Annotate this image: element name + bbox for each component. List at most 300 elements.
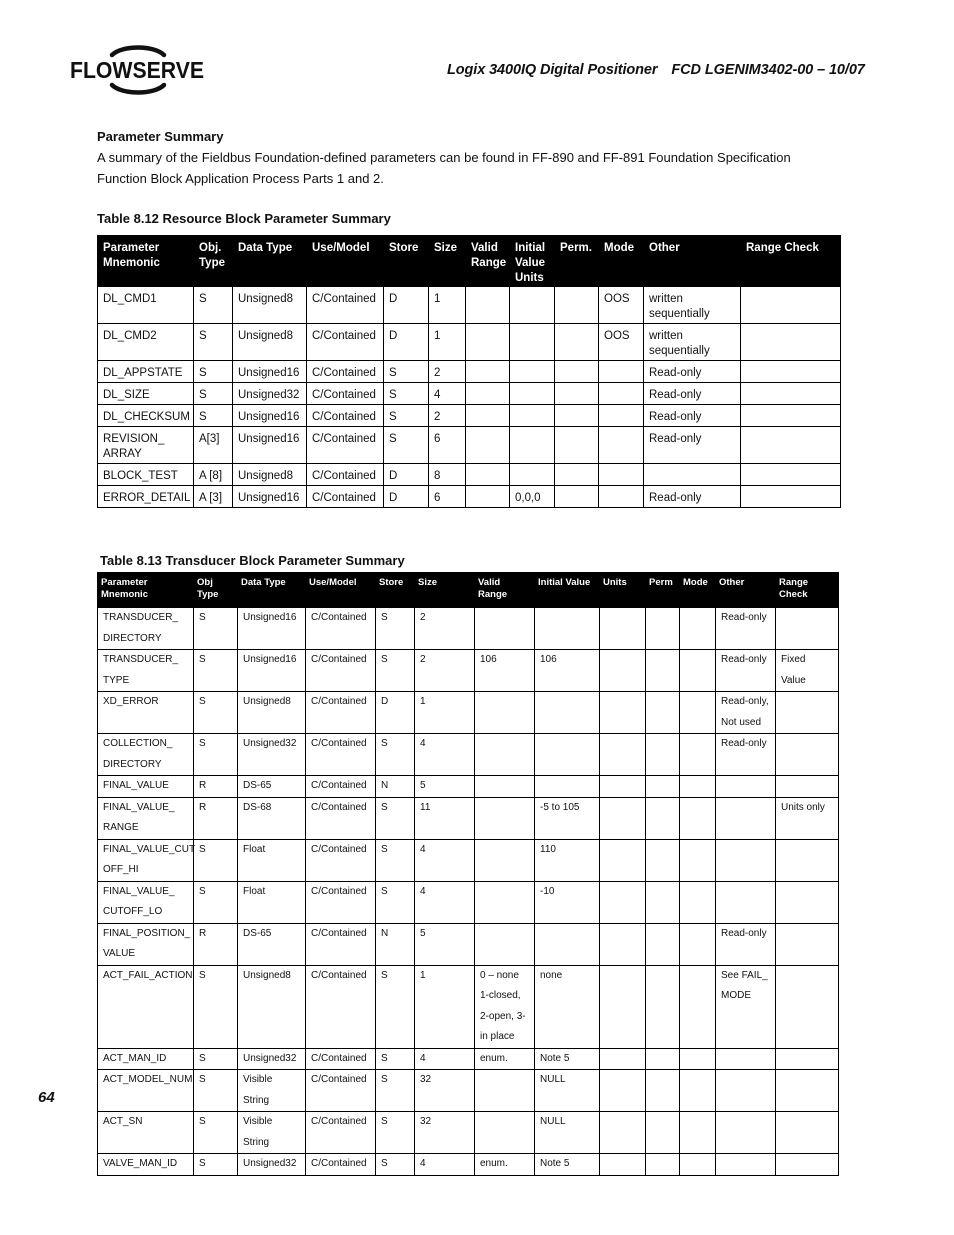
table-cell [600, 1048, 646, 1070]
table-cell: FINAL_VALUE_ CUTOFF_LO [98, 881, 194, 923]
column-header: Perm [646, 573, 680, 608]
table-cell: enum. [475, 1154, 535, 1176]
column-header: Size [415, 573, 475, 608]
table-header-row [98, 573, 839, 608]
table-cell [716, 776, 776, 798]
table-cell [600, 650, 646, 692]
table-cell: R [194, 797, 238, 839]
table-cell [510, 287, 555, 324]
table-cell [741, 427, 841, 464]
table-cell [741, 464, 841, 486]
table-cell: C/Contained [307, 361, 384, 383]
table-cell: 1 [429, 324, 466, 361]
table-row [98, 776, 839, 798]
table-cell: C/Contained [306, 797, 376, 839]
table-cell [510, 383, 555, 405]
table-cell: R [194, 923, 238, 965]
table-cell [475, 608, 535, 650]
table-cell: S [194, 287, 233, 324]
table-cell: Fixed Value [776, 650, 839, 692]
flowserve-logo [68, 44, 208, 96]
table-cell: S [194, 965, 238, 1048]
table-cell [600, 692, 646, 734]
table-cell [475, 923, 535, 965]
column-header: Valid Range [466, 236, 510, 287]
table-cell: written sequentially [644, 324, 741, 361]
table-cell [475, 734, 535, 776]
table-cell [776, 1154, 839, 1176]
table-cell: 1 [415, 965, 475, 1048]
table-cell: S [194, 1048, 238, 1070]
table-row [98, 1154, 839, 1176]
table-cell: D [384, 486, 429, 508]
table-cell [600, 608, 646, 650]
table-cell [646, 608, 680, 650]
table-cell [555, 405, 599, 427]
table-cell: S [194, 1070, 238, 1112]
table-cell: Unsigned8 [238, 692, 306, 734]
table-cell: Read-only [644, 361, 741, 383]
table-cell [741, 324, 841, 361]
table-cell [510, 464, 555, 486]
table-cell: ACT_MODEL_NUM [98, 1070, 194, 1112]
table-cell: N [376, 923, 415, 965]
column-header: Data Type [238, 573, 306, 608]
table-cell: Unsigned16 [238, 608, 306, 650]
transducer-block-table [97, 572, 839, 1176]
table-cell: S [376, 797, 415, 839]
table-cell [776, 839, 839, 881]
table-cell [646, 734, 680, 776]
table-cell [599, 383, 644, 405]
table-cell [600, 1154, 646, 1176]
table-cell [510, 405, 555, 427]
table-cell: D [376, 692, 415, 734]
table-cell: Unsigned16 [233, 427, 307, 464]
table-cell: FINAL_VALUE [98, 776, 194, 798]
table-cell: DL_CHECKSUM [98, 405, 194, 427]
table-cell [535, 734, 600, 776]
table-cell: See FAIL_ MODE [716, 965, 776, 1048]
table-cell [680, 965, 716, 1048]
table-cell: REVISION_ ARRAY [98, 427, 194, 464]
table-cell: DS-65 [238, 776, 306, 798]
table-cell: N [376, 776, 415, 798]
table-cell: ACT_MAN_ID [98, 1048, 194, 1070]
table-cell [741, 287, 841, 324]
resource-block-table [97, 235, 841, 508]
table-cell [555, 464, 599, 486]
table-cell: Visible String [238, 1070, 306, 1112]
table-cell [680, 734, 716, 776]
table-cell: C/Contained [306, 1070, 376, 1112]
table-cell: OOS [599, 287, 644, 324]
table-cell: 2 [415, 650, 475, 692]
table-cell: C/Contained [306, 692, 376, 734]
column-header: Valid Range [475, 573, 535, 608]
table-row [98, 923, 839, 965]
table-cell: S [376, 734, 415, 776]
table-cell: 5 [415, 923, 475, 965]
table-cell: S [194, 1154, 238, 1176]
table-row [98, 464, 841, 486]
table-cell [510, 361, 555, 383]
table-cell: 4 [415, 734, 475, 776]
table-cell: C/Contained [306, 881, 376, 923]
table-cell: S [194, 881, 238, 923]
table-row [98, 608, 839, 650]
logo-text: FLOWSERVE [70, 57, 204, 83]
table-row [98, 361, 841, 383]
table-cell: Read-only [644, 486, 741, 508]
table-cell: S [376, 1048, 415, 1070]
table-row [98, 734, 839, 776]
table-cell [776, 1112, 839, 1154]
table-cell: R [194, 776, 238, 798]
column-header: Mode [599, 236, 644, 287]
table-cell: S [376, 965, 415, 1048]
table-cell [741, 486, 841, 508]
table-cell [535, 776, 600, 798]
table-row [98, 324, 841, 361]
table-cell [776, 692, 839, 734]
table-cell [646, 776, 680, 798]
table-cell [599, 361, 644, 383]
table-cell: -10 [535, 881, 600, 923]
table-cell: TRANSDUCER_ DIRECTORY [98, 608, 194, 650]
table-cell: Read-only [644, 405, 741, 427]
table-cell: A [3] [194, 486, 233, 508]
table-cell: Note 5 [535, 1048, 600, 1070]
table-cell: FINAL_POSITION_ VALUE [98, 923, 194, 965]
table-cell [555, 427, 599, 464]
table-813-caption: Table 8.13 Transducer Block Parameter Summary [100, 553, 405, 568]
table-cell: Unsigned16 [233, 405, 307, 427]
table-row [98, 405, 841, 427]
table-cell: 2 [429, 361, 466, 383]
table-cell: 8 [429, 464, 466, 486]
table-cell: DS-68 [238, 797, 306, 839]
table-cell: S [194, 361, 233, 383]
table-cell [600, 1070, 646, 1112]
table-cell [475, 839, 535, 881]
column-header: Obj Type [194, 573, 238, 608]
table-cell: FINAL_VALUE_CUT OFF_HI [98, 839, 194, 881]
table-cell: Unsigned32 [238, 1048, 306, 1070]
table-cell [466, 405, 510, 427]
table-cell: DS-65 [238, 923, 306, 965]
intro-paragraph: A summary of the Fieldbus Foundation-defined parameters can be found in FF-890 and FF-891 Foundation Specification Function Block Application Process Parts 1 and 2. [97, 150, 791, 186]
table-cell [776, 608, 839, 650]
column-header: Parameter Mnemonic [98, 236, 194, 287]
table-cell: Read-only [716, 608, 776, 650]
table-cell: S [376, 881, 415, 923]
table-cell [646, 965, 680, 1048]
table-812-caption: Table 8.12 Resource Block Parameter Summary [97, 211, 391, 226]
table-cell: OOS [599, 324, 644, 361]
column-header: Initial Value Units [510, 236, 555, 287]
table-cell [680, 839, 716, 881]
table-cell: 4 [415, 839, 475, 881]
table-cell [646, 923, 680, 965]
table-cell: 0 – none 1-closed, 2-open, 3-in place [475, 965, 535, 1048]
table-cell [646, 839, 680, 881]
table-cell: C/Contained [306, 839, 376, 881]
table-cell [680, 1048, 716, 1070]
table-cell: -5 to 105 [535, 797, 600, 839]
table-cell: D [384, 464, 429, 486]
table-row [98, 1048, 839, 1070]
table-cell: FINAL_VALUE_ RANGE [98, 797, 194, 839]
table-cell: S [194, 734, 238, 776]
table-cell [555, 383, 599, 405]
table-cell [776, 965, 839, 1048]
table-cell [680, 797, 716, 839]
table-cell [466, 486, 510, 508]
table-cell [600, 881, 646, 923]
table-cell: XD_ERROR [98, 692, 194, 734]
column-header: Range Check [776, 573, 839, 608]
table-cell [776, 881, 839, 923]
table-cell: 0,0,0 [510, 486, 555, 508]
product-title: Logix 3400IQ Digital Positioner [447, 62, 658, 78]
table-cell [599, 486, 644, 508]
table-cell [600, 839, 646, 881]
table-cell [644, 464, 741, 486]
table-cell: C/Contained [307, 324, 384, 361]
table-cell [475, 881, 535, 923]
table-cell: Unsigned16 [238, 650, 306, 692]
table-cell [600, 776, 646, 798]
table-cell: DL_CMD2 [98, 324, 194, 361]
table-row [98, 692, 839, 734]
table-cell: Unsigned16 [233, 486, 307, 508]
table-cell: Unsigned8 [238, 965, 306, 1048]
table-cell [716, 797, 776, 839]
table-cell [599, 427, 644, 464]
table-row [98, 427, 841, 464]
table-cell [680, 1070, 716, 1112]
table-cell: C/Contained [306, 608, 376, 650]
column-header: Units [600, 573, 646, 608]
table-cell: NULL [535, 1070, 600, 1112]
table-cell [776, 1070, 839, 1112]
table-cell: VALVE_MAN_ID [98, 1154, 194, 1176]
column-header: Mode [680, 573, 716, 608]
column-header: Store [376, 573, 415, 608]
table-cell [600, 797, 646, 839]
table-cell: S [376, 1070, 415, 1112]
table-cell: none [535, 965, 600, 1048]
table-row [98, 650, 839, 692]
table-cell: Visible String [238, 1112, 306, 1154]
table-row [98, 1112, 839, 1154]
table-cell: Float [238, 881, 306, 923]
table-cell: S [194, 692, 238, 734]
table-cell [716, 1154, 776, 1176]
table-cell: C/Contained [306, 650, 376, 692]
table-cell [680, 1154, 716, 1176]
table-cell: NULL [535, 1112, 600, 1154]
table-cell: S [376, 1154, 415, 1176]
table-cell [646, 1048, 680, 1070]
table-cell [600, 734, 646, 776]
table-cell [466, 383, 510, 405]
table-cell [475, 1112, 535, 1154]
table-cell: COLLECTION_ DIRECTORY [98, 734, 194, 776]
table-cell [466, 464, 510, 486]
table-cell: S [194, 608, 238, 650]
table-cell: S [194, 1112, 238, 1154]
table-cell: Read-only [644, 427, 741, 464]
table-cell: Unsigned8 [233, 324, 307, 361]
table-cell: Unsigned32 [238, 734, 306, 776]
table-cell [680, 608, 716, 650]
table-cell: S [376, 1112, 415, 1154]
table-cell: D [384, 287, 429, 324]
table-cell [716, 1112, 776, 1154]
table-cell [680, 692, 716, 734]
table-cell [680, 923, 716, 965]
column-header: Data Type [233, 236, 307, 287]
table-cell [475, 797, 535, 839]
table-cell: 11 [415, 797, 475, 839]
table-cell: C/Contained [307, 486, 384, 508]
table-cell: S [376, 839, 415, 881]
table-cell [599, 464, 644, 486]
table-header-row [98, 236, 841, 287]
table-cell: S [194, 650, 238, 692]
table-cell [600, 965, 646, 1048]
table-cell: Read-only [644, 383, 741, 405]
table-cell [646, 797, 680, 839]
table-cell: C/Contained [306, 965, 376, 1048]
table-cell [646, 881, 680, 923]
table-cell: C/Contained [307, 287, 384, 324]
table-cell [475, 692, 535, 734]
table-cell: 4 [415, 1048, 475, 1070]
table-cell: S [194, 405, 233, 427]
column-header: Initial Value [535, 573, 600, 608]
table-cell [555, 361, 599, 383]
table-cell [716, 839, 776, 881]
table-cell: Float [238, 839, 306, 881]
table-cell: Note 5 [535, 1154, 600, 1176]
column-header: Size [429, 236, 466, 287]
column-header: Range Check [741, 236, 841, 287]
table-cell [776, 734, 839, 776]
table-cell: C/Contained [306, 734, 376, 776]
table-cell [535, 608, 600, 650]
table-cell: 106 [535, 650, 600, 692]
table-cell: Read-only [716, 734, 776, 776]
table-cell: TRANSDUCER_ TYPE [98, 650, 194, 692]
column-header: Use/Model [306, 573, 376, 608]
table-cell [776, 923, 839, 965]
table-row [98, 287, 841, 324]
table-cell: 32 [415, 1112, 475, 1154]
column-header: Other [644, 236, 741, 287]
table-cell: DL_APPSTATE [98, 361, 194, 383]
table-cell [741, 383, 841, 405]
table-cell: 4 [415, 881, 475, 923]
table-cell: S [194, 383, 233, 405]
table-cell: Unsigned32 [238, 1154, 306, 1176]
table-cell [776, 776, 839, 798]
table-row [98, 965, 839, 1048]
table-cell: DL_SIZE [98, 383, 194, 405]
table-cell: 1 [415, 692, 475, 734]
table-row [98, 881, 839, 923]
table-cell: C/Contained [306, 1154, 376, 1176]
table-cell: 2 [429, 405, 466, 427]
document-code: FCD LGENIM3402-00 – 10/07 [671, 62, 865, 78]
table-cell: C/Contained [306, 1048, 376, 1070]
table-cell [466, 287, 510, 324]
table-cell [555, 287, 599, 324]
table-cell: A [8] [194, 464, 233, 486]
table-cell: 110 [535, 839, 600, 881]
table-cell [646, 692, 680, 734]
table-cell: BLOCK_TEST [98, 464, 194, 486]
table-cell: 2 [415, 608, 475, 650]
table-cell: S [376, 608, 415, 650]
table-cell [716, 881, 776, 923]
document-header [447, 62, 865, 78]
table-cell: C/Contained [306, 776, 376, 798]
table-cell [535, 692, 600, 734]
table-cell [646, 1112, 680, 1154]
table-cell [646, 1070, 680, 1112]
column-header: Parameter Mnemonic [98, 573, 194, 608]
table-row [98, 486, 841, 508]
table-cell: S [384, 427, 429, 464]
table-cell [555, 486, 599, 508]
table-cell [510, 427, 555, 464]
table-cell [510, 324, 555, 361]
table-row [98, 797, 839, 839]
table-cell [716, 1070, 776, 1112]
table-cell [680, 650, 716, 692]
table-cell [680, 1112, 716, 1154]
table-cell: 5 [415, 776, 475, 798]
table-cell: ACT_FAIL_ACTION [98, 965, 194, 1048]
table-cell: C/Contained [306, 923, 376, 965]
table-cell [475, 776, 535, 798]
table-cell: 1 [429, 287, 466, 324]
table-row [98, 1070, 839, 1112]
table-cell: Read-only, Not used [716, 692, 776, 734]
table-cell [466, 324, 510, 361]
column-header: Perm. [555, 236, 599, 287]
table-cell [680, 881, 716, 923]
table-cell: enum. [475, 1048, 535, 1070]
table-cell: 6 [429, 486, 466, 508]
table-cell [716, 1048, 776, 1070]
table-cell [466, 361, 510, 383]
table-cell: Read-only [716, 650, 776, 692]
table-cell [646, 1154, 680, 1176]
table-cell [646, 650, 680, 692]
table-cell: Unsigned32 [233, 383, 307, 405]
table-cell [600, 923, 646, 965]
table-cell: 106 [475, 650, 535, 692]
column-header: Obj. Type [194, 236, 233, 287]
table-cell: 4 [415, 1154, 475, 1176]
table-cell: S [376, 650, 415, 692]
column-header: Other [716, 573, 776, 608]
table-cell [535, 923, 600, 965]
